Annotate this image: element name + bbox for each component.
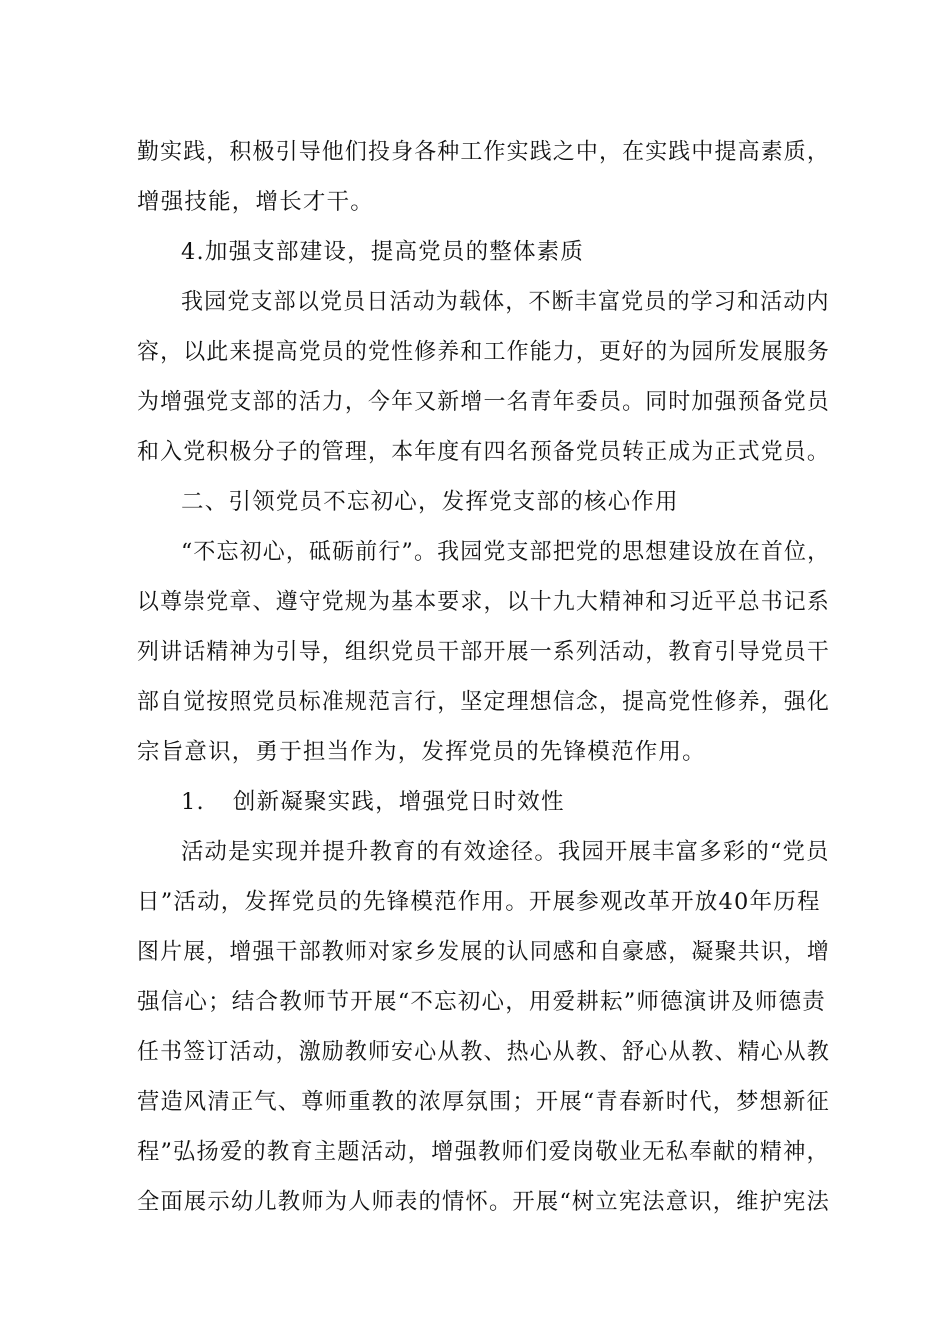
text-line: 全面展示幼儿教师为人师表的情怀。开展“树立宪法意识，维护宪法 bbox=[137, 1189, 831, 1215]
numbered-heading bbox=[181, 786, 565, 818]
numbered-heading-text: 创新凝聚实践，增强党日时效性 bbox=[232, 789, 565, 815]
text-line: 日”活动，发挥党员的先锋模范作用。开展参观改革开放40年历程 bbox=[137, 889, 821, 915]
text-line: 强信心；结合教师节开展“不忘初心，用爱耕耘”师德演讲及师德责 bbox=[137, 989, 827, 1015]
text-line: 宗旨意识，勇于担当作为，发挥党员的先锋模范作用。 bbox=[137, 739, 706, 765]
text-line: 为增强党支部的活力，今年又新增一名青年委员。同时加强预备党员 bbox=[137, 389, 831, 415]
text-line: 增强技能，增长才干。 bbox=[137, 189, 375, 215]
section-heading: 4.加强支部建设，提高党员的整体素质 bbox=[181, 239, 585, 265]
text-line: 部自觉按照党员标准规范言行，坚定理想信念，提高党性修养，强化 bbox=[137, 689, 831, 715]
text-line: 图片展，增强干部教师对家乡发展的认同感和自豪感，凝聚共识，增 bbox=[137, 939, 831, 965]
text-line: 任书签订活动，激励教师安心从教、热心从教、舒心从教、精心从教 bbox=[137, 1039, 831, 1065]
text-line: 和入党积极分子的管理，本年度有四名预备党员转正成为正式党员。 bbox=[137, 439, 831, 465]
text-line: 程”弘扬爱的教育主题活动，增强教师们爱岗敬业无私奉献的精神， bbox=[137, 1139, 831, 1165]
paragraph-start: 活动是实现并提升教育的有效途径。我园开展丰富多彩的“党员 bbox=[181, 839, 830, 865]
paragraph-start: 我园党支部以党员日活动为载体，不断丰富党员的学习和活动内 bbox=[181, 289, 830, 315]
text-line: 营造风清正气、尊师重教的浓厚氛围；开展“青春新时代，梦想新征 bbox=[137, 1089, 831, 1115]
list-number: 1. bbox=[181, 789, 205, 815]
section-heading: 二、引领党员不忘初心，发挥党支部的核心作用 bbox=[181, 489, 679, 515]
text-line: 以尊崇党章、遵守党规为基本要求，以十九大精神和习近平总书记系 bbox=[137, 589, 831, 615]
text-line: 列讲话精神为引导，组织党员干部开展一系列活动，教育引导党员干 bbox=[137, 639, 831, 665]
text-line: 勤实践，积极引导他们投身各种工作实践之中，在实践中提高素质， bbox=[137, 139, 831, 165]
text-line: 容，以此来提高党员的党性修养和工作能力，更好的为园所发展服务 bbox=[137, 339, 831, 365]
paragraph-start: “不忘初心，砥砺前行”。我园党支部把党的思想建设放在首位， bbox=[181, 539, 831, 565]
